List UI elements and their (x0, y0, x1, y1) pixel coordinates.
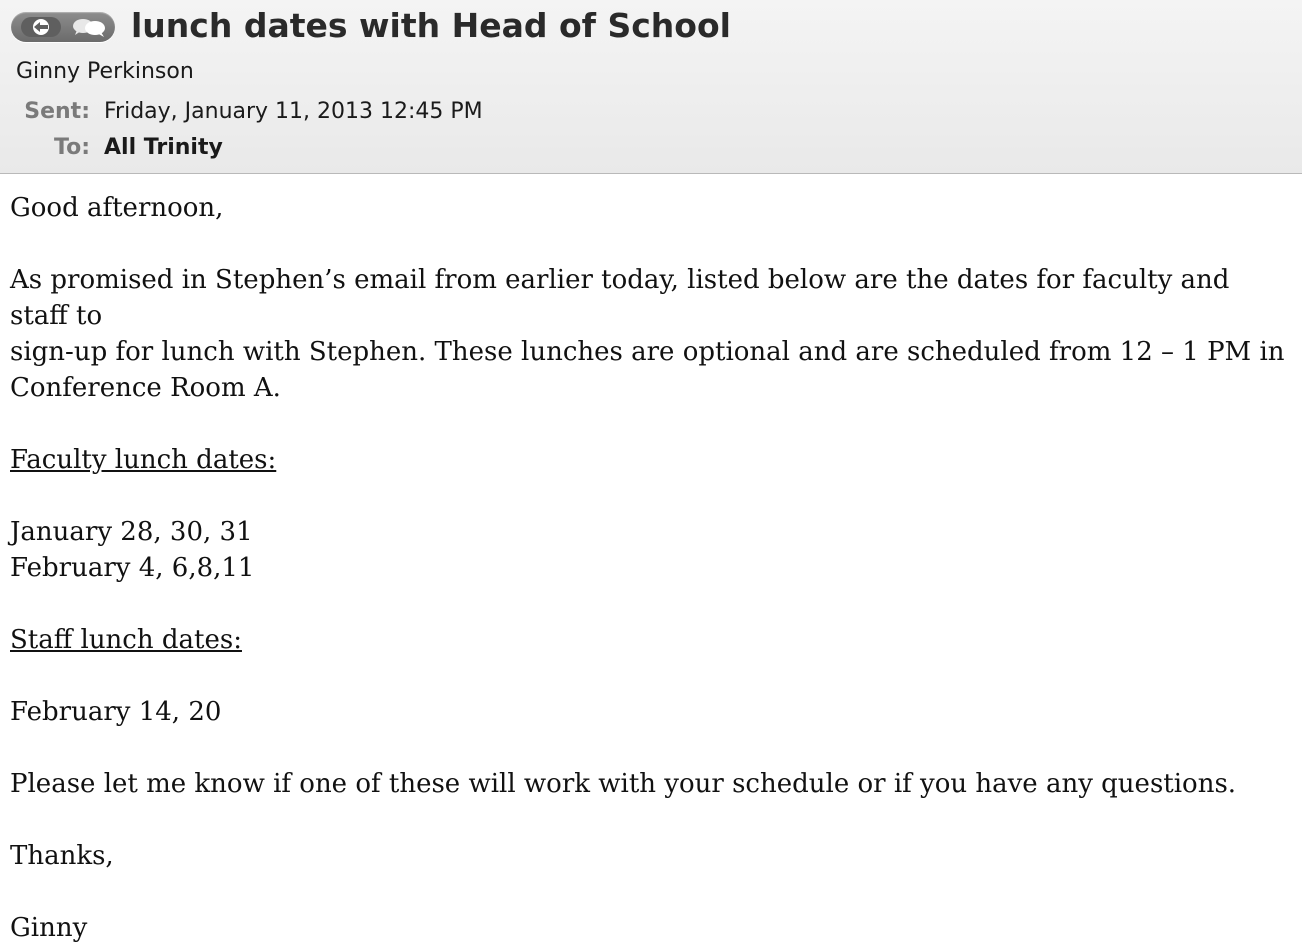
conversation-icon (67, 16, 111, 38)
back-button[interactable] (21, 17, 61, 37)
message-header (0, 0, 1302, 174)
intro-line-3: Conference Room A. (10, 373, 281, 403)
faculty-dates-february: February 4, 6,8,11 (10, 553, 255, 583)
navigation-pill (11, 12, 115, 42)
sent-label: Sent: (24, 99, 90, 124)
recipient[interactable]: All Trinity (104, 135, 223, 160)
greeting: Good afternoon, (10, 193, 224, 223)
sent-row (0, 97, 483, 127)
conversation-button[interactable] (67, 16, 111, 38)
faculty-dates-january: January 28, 30, 31 (10, 517, 253, 547)
sender-name[interactable]: Ginny Perkinson (16, 59, 194, 84)
staff-heading: Staff lunch dates: (10, 625, 242, 655)
intro-line-2: sign-up for lunch with Stephen. These lunches are optional and are scheduled from 12 – 1 PM in (10, 337, 1285, 367)
back-arrow-icon (21, 17, 61, 37)
faculty-heading: Faculty lunch dates: (10, 445, 277, 475)
message-body (10, 190, 1295, 946)
signature: Ginny (10, 913, 88, 943)
to-label: To: (54, 135, 90, 160)
to-row (0, 133, 223, 163)
thanks: Thanks, (10, 841, 114, 871)
subject-title: lunch dates with Head of School (131, 6, 731, 45)
closing-paragraph: Please let me know if one of these will work with your schedule or if you have any questions. (10, 769, 1237, 799)
intro-line-1: As promised in Stephen’s email from earlier today, listed below are the dates for faculty and staff to (10, 265, 1230, 331)
sent-value: Friday, January 11, 2013 12:45 PM (104, 99, 483, 124)
staff-dates: February 14, 20 (10, 697, 222, 727)
